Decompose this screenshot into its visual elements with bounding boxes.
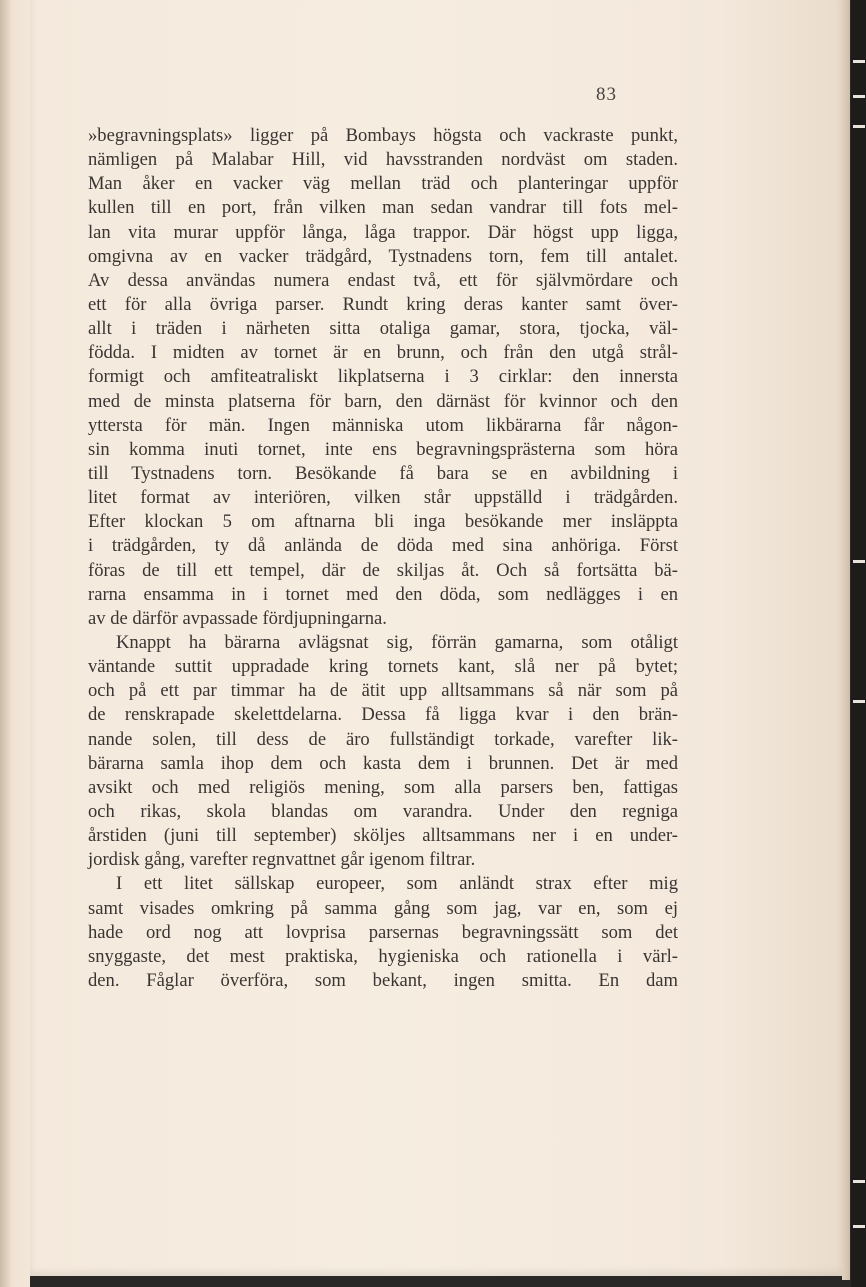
text-line: i trädgården, ty då anlända de döda med sina anhöriga. Först bbox=[88, 535, 678, 557]
text-line: med de minsta platserna för barn, den därnäst för kvinnor och den bbox=[88, 390, 678, 412]
text-line: och rikas, skola blandas om varandra. Under den regniga bbox=[88, 800, 678, 822]
ruler-tick bbox=[853, 560, 865, 563]
ruler-tick bbox=[853, 125, 865, 128]
previous-page-edge bbox=[0, 0, 31, 1287]
text-line: litet format av interiören, vilken står uppställd i trädgården. bbox=[88, 487, 678, 509]
scale-ruler bbox=[851, 0, 866, 1287]
text-line: Av dessa användas numera endast två, ett för självmördare och bbox=[88, 269, 678, 291]
text-line: årstiden (juni till september) sköljes alltsammans ner i en under- bbox=[88, 825, 678, 847]
text-line: I ett litet sällskap europeer, som anländt strax efter mig bbox=[116, 873, 678, 895]
text-line: bärarna samla ihop dem och kasta dem i brunnen. Det är med bbox=[88, 752, 678, 774]
ruler-tick bbox=[853, 60, 865, 63]
text-line: födda. I midten av tornet är en brunn, och från den utgå strål- bbox=[88, 342, 678, 364]
text-line: nande solen, till dess de äro fullständigt torkade, varefter lik- bbox=[88, 728, 678, 750]
text-line: kullen till en port, från vilken man sedan vandrar till fots mel- bbox=[88, 197, 678, 219]
ruler-tick bbox=[853, 95, 865, 98]
text-line: sin komma inuti tornet, inte ens begravningsprästerna som höra bbox=[88, 438, 678, 460]
text-line: snyggaste, det mest praktiska, hygieniska och rationella i värl- bbox=[88, 945, 678, 967]
text-line: omgivna av en vacker trädgård, Tystnadens torn, fem till antalet. bbox=[88, 245, 678, 267]
ruler-tick bbox=[853, 700, 865, 703]
text-line: rarna ensamma in i tornet med den döda, som nedlägges i en bbox=[88, 583, 678, 605]
text-line: yttersta för män. Ingen människa utom likbärarna får någon- bbox=[88, 414, 678, 436]
page-right-edge bbox=[842, 0, 850, 1280]
text-line: Knappt ha bärarna avlägsnat sig, förrän gamarna, som otåligt bbox=[116, 631, 678, 653]
text-line: samt visades omkring på samma gång som jag, var en, som ej bbox=[88, 897, 678, 919]
text-line: till Tystnadens torn. Besökande få bara se en avbildning i bbox=[88, 462, 678, 484]
text-line: formigt och amfiteatraliskt likplatserna i 3 cirklar: den innersta bbox=[88, 366, 678, 388]
text-line: den. Fåglar överföra, som bekant, ingen smitta. En dam bbox=[88, 969, 678, 991]
ruler-tick bbox=[853, 1225, 865, 1228]
text-line: föras de till ett tempel, där de skiljas åt. Och så fortsätta bä- bbox=[88, 559, 678, 581]
text-line: och på ett par timmar ha de ätit upp alltsammans så när som på bbox=[88, 680, 678, 702]
text-line: väntande suttit uppradade kring tornets kant, slå ner på bytet; bbox=[88, 656, 678, 678]
text-line: Efter klockan 5 om aftnarna bli inga besökande mer insläppta bbox=[88, 511, 678, 533]
text-line: ett för alla övriga parser. Rundt kring deras kanter samt över- bbox=[88, 293, 678, 315]
ruler-tick bbox=[853, 1180, 865, 1183]
text-line: »begravningsplats» ligger på Bombays högsta och vackraste punkt, bbox=[88, 125, 678, 146]
text-line: jordisk gång, varefter regnvattnet går igenom filtrar. bbox=[88, 849, 476, 871]
page-bottom-edge bbox=[30, 1276, 842, 1287]
page-number: 83 bbox=[596, 84, 617, 105]
text-line: hade ord nog att lovprisa parsernas begravningssätt som det bbox=[88, 921, 678, 943]
text-line: de renskrapade skelettdelarna. Dessa få ligga kvar i den brän- bbox=[88, 704, 678, 726]
text-line: nämligen på Malabar Hill, vid havsstranden nordväst om staden. bbox=[88, 149, 678, 171]
text-line: allt i träden i närheten sitta otaliga gamar, stora, tjocka, väl- bbox=[88, 318, 678, 340]
text-line: av de därför avpassade fördjupningarna. bbox=[88, 607, 387, 629]
body-text bbox=[88, 124, 678, 993]
text-line: avsikt och med religiös mening, som alla parsers ben, fattigas bbox=[88, 776, 678, 798]
text-line: lan vita murar uppför långa, låga trappor. Där högst upp ligga, bbox=[88, 221, 678, 243]
text-line: Man åker en vacker väg mellan träd och planteringar uppför bbox=[88, 173, 678, 195]
